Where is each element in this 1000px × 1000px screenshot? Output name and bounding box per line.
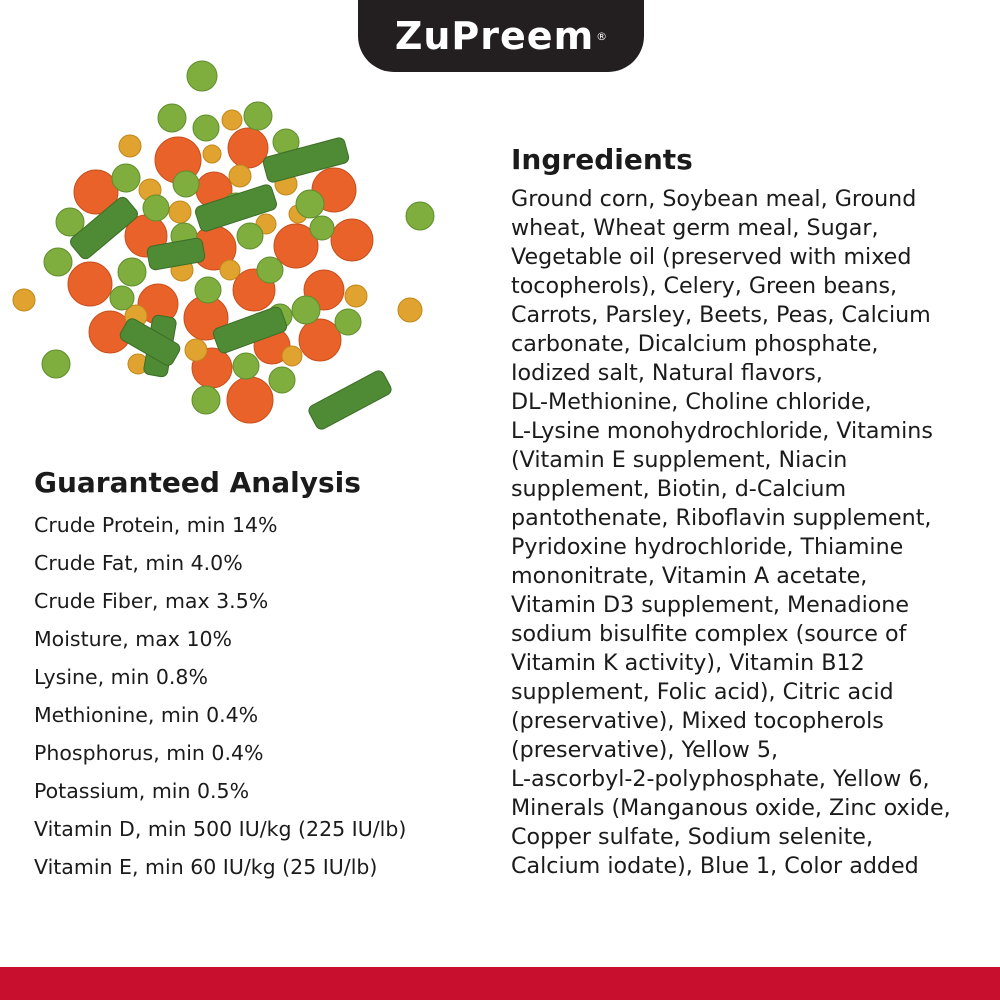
- ingredients-line: Vitamin K activity), Vitamin B12: [511, 649, 865, 676]
- analysis-item-crude-fat: Crude Fat, min 4.0%: [34, 550, 243, 575]
- ingredients-line: mononitrate, Vitamin A acetate,: [511, 562, 868, 589]
- ingredients-line: tocopherols), Celery, Green beans,: [511, 272, 898, 299]
- ingredients-line: (preservative), Mixed tocopherols: [511, 707, 884, 734]
- ingredients-line: Vegetable oil (preserved with mixed: [511, 243, 912, 270]
- ingredients-section: [511, 143, 991, 881]
- brand-name: ZuPreem: [394, 14, 595, 58]
- ingredients-line: Iodized salt, Natural flavors,: [511, 359, 823, 386]
- ingredients-line: (Vitamin E supplement, Niacin: [511, 446, 848, 473]
- ingredients-line: supplement, Folic acid), Citric acid: [511, 678, 894, 705]
- analysis-item-phosphorus: Phosphorus, min 0.4%: [34, 740, 264, 765]
- ingredients-line: pantothenate, Riboflavin supplement,: [511, 504, 932, 531]
- ingredients-line: sodium bisulfite complex (source of: [511, 620, 907, 647]
- ingredients-line: supplement, Biotin, d-Calcium: [511, 475, 847, 502]
- ingredients-line: Copper sulfate, Sodium selenite,: [511, 823, 873, 850]
- ingredients-line: Minerals (Manganous oxide, Zinc oxide,: [511, 794, 951, 821]
- registered-mark: ®: [596, 29, 608, 43]
- analysis-item-methionine: Methionine, min 0.4%: [34, 702, 259, 727]
- analysis-item-crude-fiber: Crude Fiber, max 3.5%: [34, 588, 269, 613]
- footer-color-band: [0, 967, 1000, 1000]
- analysis-item-vitamin-d: Vitamin D, min 500 IU/kg (225 IU/lb): [34, 816, 407, 841]
- ingredients-line: Vitamin D3 supplement, Menadione: [511, 591, 910, 618]
- analysis-item-lysine: Lysine, min 0.8%: [34, 664, 208, 689]
- ingredients-line: Pyridoxine hydrochloride, Thiamine: [511, 533, 904, 560]
- pellet-pile-icon: [13, 61, 434, 431]
- ingredients-line: (preservative), Yellow 5,: [511, 736, 779, 763]
- ingredients-line: wheat, Wheat germ meal, Sugar,: [511, 214, 879, 241]
- ingredients-line: Carrots, Parsley, Beets, Peas, Calcium: [511, 301, 931, 328]
- ingredients-line: Calcium iodate), Blue 1, Color added: [511, 852, 919, 879]
- analysis-list: [34, 506, 464, 886]
- analysis-item-crude-protein: Crude Protein, min 14%: [34, 512, 278, 537]
- guaranteed-analysis-section: [34, 466, 464, 886]
- ingredients-line: Ground corn, Soybean meal, Ground: [511, 185, 917, 212]
- ingredients-line: L-Lysine monohydrochloride, Vitamins: [511, 417, 933, 444]
- ingredients-heading: Ingredients: [511, 143, 693, 176]
- ingredients-line: L-ascorbyl-2-polyphosphate, Yellow 6,: [511, 765, 930, 792]
- ingredients-line: DL-Methionine, Choline chloride,: [511, 388, 872, 415]
- guaranteed-analysis-heading: Guaranteed Analysis: [34, 466, 361, 499]
- analysis-item-vitamin-e: Vitamin E, min 60 IU/kg (25 IU/lb): [34, 854, 378, 879]
- product-image: [0, 55, 450, 435]
- analysis-item-potassium: Potassium, min 0.5%: [34, 778, 250, 803]
- ingredients-line: carbonate, Dicalcium phosphate,: [511, 330, 879, 357]
- ingredients-text: [511, 185, 991, 881]
- analysis-item-moisture: Moisture, max 10%: [34, 626, 233, 651]
